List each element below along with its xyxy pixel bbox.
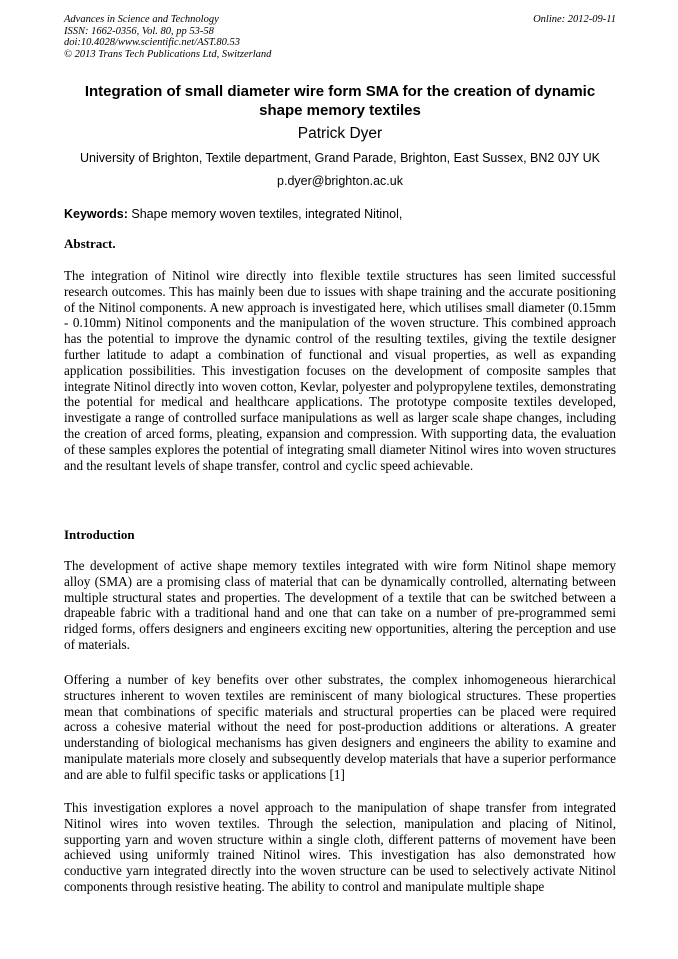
issn-line: ISSN: 1662-0356, Vol. 80, pp 53-58: [64, 25, 214, 37]
intro-paragraph-3: This investigation explores a novel approach to the manipulation of shape transfer from integrated Nitinol wires into woven textiles. Through the selection, manipulation and placing of Nitinol, supporting yarn and woven structure within a single cloth, different patterns of movement have been achieved using uniformly trained Nitinol wires. This investigation has also demonstrated how conductive yarn integrated directly into the woven structure can be used to selectively activate Nitinol components through resistive heating. The ability to control and manipulate multiple shape: [64, 800, 616, 894]
author-email: p.dyer@brighton.ac.uk: [277, 174, 403, 188]
introduction-heading: Introduction: [64, 527, 135, 542]
journal-name: Advances in Science and Technology: [64, 14, 219, 25]
copyright-line: © 2013 Trans Tech Publications Ltd, Switzerland: [64, 48, 272, 60]
keywords-text: Shape memory woven textiles, integrated Nitinol,: [131, 207, 403, 221]
keywords-label: Keywords:: [64, 207, 128, 221]
intro-paragraph-1: The development of active shape memory textiles integrated with wire form Nitinol shape memory alloy (SMA) are a promising class of material that can be dynamically controlled, alternating between multiple structural states and properties. The development of a textile that can be switched between a drapeable fabric with a traditional hand and one that can take on a number of pre-programmed semi ridged forms, offers designers and engineers exciting new opportunities, altering the perception and use of materials.: [64, 558, 616, 652]
keywords: [64, 206, 616, 222]
abstract-text: The integration of Nitinol wire directly into flexible textile structures has seen limited successful research outcomes. This has mainly been due to issues with shape training and the accurate positioning of the Nitinol components. A new approach is investigated here, which utilises small diameter (0.15mm - 0.10mm) Nitinol components and the manipulation of the woven structure. This combined approach has the potential to improve the dynamic control of the resulting textiles, giving the textile designer further latitude to adapt a combination of functional and visual properties, as well as expanding application possibilities. This investigation focuses on the development of composite samples that integrate Nitinol directly into woven cotton, Kevlar, polyester and polypropylene textiles, demonstrating the potential for medical and healthcare applications. The prototype composite textiles developed, investigate a range of controlled surface manipulations as well as larger scale shape changes, including the creation of arced forms, pleating, expansion and compression. With supporting data, the evaluation of these samples explores the potential of integrating small diameter Nitinol wires into woven structures and the resultant levels of shape transfer, control and cyclic speed achievable.: [64, 268, 616, 473]
paper-title: Integration of small diameter wire form SMA for the creation of dynamic shape memory textiles: [84, 83, 596, 119]
intro-paragraph-2: Offering a number of key benefits over other substrates, the complex inhomogeneous hierarchical structures inherent to woven textiles are reminiscent of many biological structures. These properties mean that combinations of specific materials and structural properties can be placed were required across a cohesive material without the need for post-production additions or alterations. A greater understanding of biological mechanisms has given designers and engineers the ability to examine and manipulate materials more closely and subsequently develop materials that have a superior performance and are able to fulfil specific tasks or applications [1]: [64, 672, 616, 782]
author-name: Patrick Dyer: [297, 125, 383, 142]
affiliation: University of Brighton, Textile department, Grand Parade, Brighton, East Sussex, BN2 0JY UK: [80, 151, 600, 165]
journal-header: [64, 14, 616, 60]
doi-line: doi:10.4028/www.scientific.net/AST.80.53: [64, 37, 241, 48]
online-date: Online: 2012-09-11: [533, 14, 616, 25]
abstract-heading: Abstract.: [64, 236, 116, 251]
